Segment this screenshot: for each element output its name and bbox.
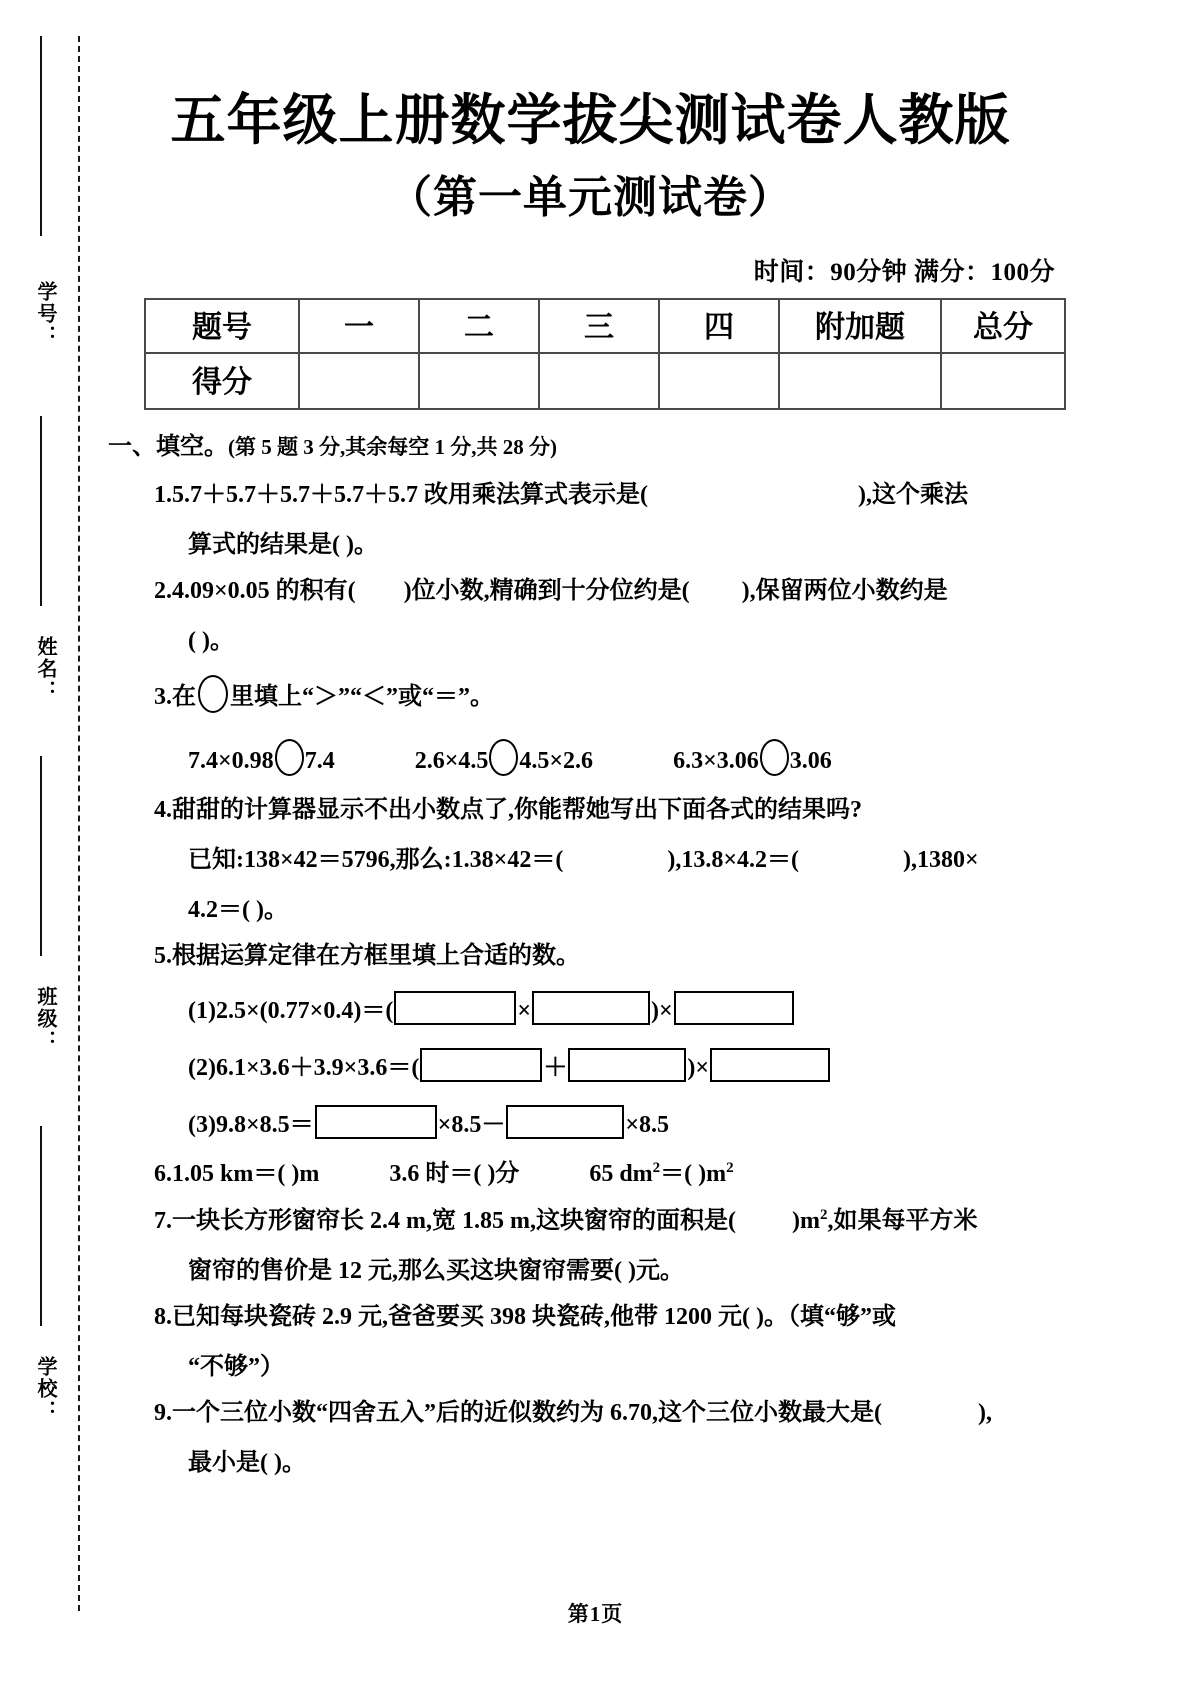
question-7-text-a: 7.一块长方形窗帘长 2.4 m,宽 1.85 m,这块窗帘的面积是( (154, 1208, 736, 1235)
question-1-line-1 (154, 483, 1073, 507)
score-table-header-row (145, 299, 1065, 353)
score-table-value-row (145, 353, 1065, 409)
score-cell-1[interactable] (299, 353, 419, 409)
question-6-part-2: 3.6 时＝( )分 (389, 1161, 520, 1188)
question-9-line-2: 最小是( )。 (188, 1450, 306, 1477)
question-5-item-1-post: )× (651, 998, 673, 1025)
comparison-1-right: 7.4 (304, 748, 335, 775)
rail-rule-1 (40, 36, 42, 236)
question-6-line-1 (154, 1161, 1073, 1186)
score-col-1: 一 (299, 299, 419, 353)
comparison-item-3 (673, 739, 832, 776)
question-5-item-1-mid: × (517, 998, 531, 1025)
score-col-extra: 附加题 (779, 299, 941, 353)
answer-box-5-2-c[interactable] (710, 1048, 830, 1082)
question-1-text-b: ),这个乘法 (858, 482, 968, 509)
score-table (144, 298, 1066, 410)
score-table-row-label-2: 得分 (145, 353, 299, 409)
question-8 (154, 1305, 1073, 1379)
question-9 (154, 1401, 1073, 1475)
section-1-heading (108, 426, 1073, 461)
score-col-3: 三 (539, 299, 659, 353)
question-2-text-c: ),保留两位小数约是 (741, 578, 948, 605)
question-7-text-b: )m (791, 1208, 820, 1235)
circle-blank-icon[interactable] (198, 675, 228, 713)
question-3 (154, 675, 1073, 713)
comparison-3-circle-icon[interactable] (760, 739, 789, 776)
comparison-2-left: 2.6×4.5 (414, 748, 489, 775)
rail-rule-4 (40, 1126, 42, 1326)
comparison-2-circle-icon[interactable] (489, 739, 518, 776)
question-6-part-3-b: ＝( )m (660, 1161, 727, 1188)
question-5-item-2 (188, 1047, 1073, 1082)
question-3-suffix: 里填上“＞”“＜”或“＝”。 (230, 684, 494, 711)
score-table-row-label-1: 题号 (145, 299, 299, 353)
question-5-line-1: 5.根据运算定律在方框里填上合适的数。 (154, 943, 580, 970)
exam-content (108, 60, 1073, 1475)
question-2-text-a: 2.4.09×0.05 的积有( (154, 578, 356, 605)
section-1-heading-note: (第 5 题 3 分,其余每空 1 分,共 28 分) (228, 435, 557, 460)
question-5-item-3-pre: (3)9.8×8.5＝ (188, 1112, 314, 1139)
comparison-item-1 (188, 739, 335, 776)
dashed-cut-line (78, 36, 80, 1611)
question-5-item-3-post: ×8.5 (625, 1112, 670, 1139)
question-6-sup-2: 2 (726, 1160, 734, 1177)
answer-box-5-3-a[interactable] (315, 1105, 437, 1139)
question-4-line-3: 4.2＝( )。 (188, 897, 288, 924)
question-9-text-b: ), (978, 1400, 992, 1427)
question-7-line-1 (154, 1208, 1073, 1233)
question-9-text-a: 9.一个三位小数“四舍五入”后的近似数约为 6.70,这个三位小数最大是( (154, 1400, 882, 1427)
left-margin-rail (18, 36, 74, 1611)
question-7-sup: 2 (819, 1207, 828, 1224)
comparison-2-right: 4.5×2.6 (519, 748, 594, 775)
question-2 (154, 579, 1073, 653)
score-cell-3[interactable] (539, 353, 659, 409)
answer-box-5-1-c[interactable] (674, 991, 794, 1025)
question-5-item-1 (188, 990, 1073, 1025)
question-5-item-2-pre: (2)6.1×3.6＋3.9×3.6＝( (188, 1055, 420, 1082)
question-4-line-1: 4.甜甜的计算器显示不出小数点了,你能帮她写出下面各式的结果吗? (154, 797, 862, 824)
question-1-text-a: 1.5.7＋5.7＋5.7＋5.7＋5.7 改用乘法算式表示是( (154, 482, 648, 509)
field-label-school: 学校： (34, 1356, 56, 1422)
score-col-total: 总分 (941, 299, 1065, 353)
question-8-line-1: 8.已知每块瓷砖 2.9 元,爸爸要买 398 块瓷砖,他带 1200 元( )。（填“够”或 (154, 1304, 896, 1331)
question-2-text-b: )位小数,精确到十分位约是( (403, 578, 690, 605)
score-col-4: 四 (659, 299, 779, 353)
section-1-heading-prefix: 一、填空。 (108, 434, 228, 461)
question-3-comparisons (188, 739, 1073, 776)
question-6-part-3-a: 65 dm (589, 1161, 653, 1188)
question-2-line-2: ( )。 (188, 628, 234, 655)
page-footer: 第1页 (567, 1602, 624, 1626)
answer-box-5-3-b[interactable] (506, 1105, 624, 1139)
field-label-student-id: 学号： (34, 281, 56, 347)
question-4-text-c: ),1380× (903, 847, 979, 874)
exam-meta: 时间：90分钟 满分：100分 (753, 259, 1055, 287)
question-1 (154, 483, 1073, 557)
question-5-item-3 (188, 1104, 1073, 1139)
answer-box-5-2-b[interactable] (568, 1048, 686, 1082)
comparison-3-right: 3.06 (789, 748, 832, 775)
question-6-part-1: 6.1.05 km＝( )m (154, 1161, 320, 1188)
question-5-item-2-mid: ＋ (543, 1055, 568, 1082)
question-7 (154, 1208, 1073, 1283)
question-6-part-3 (589, 1161, 733, 1187)
field-label-name: 姓名： (34, 636, 56, 702)
question-5 (154, 944, 1073, 968)
question-3-prefix: 3.在 (154, 684, 196, 711)
comparison-3-left: 6.3×3.06 (673, 748, 759, 775)
question-5-item-1-pre: (1)2.5×(0.77×0.4)＝( (188, 998, 394, 1025)
score-col-2: 二 (419, 299, 539, 353)
question-7-text-c: ,如果每平方米 (827, 1208, 978, 1235)
question-4-text-a: 已知:138×42＝5796,那么:1.38×42＝( (188, 847, 564, 874)
question-4 (154, 798, 1073, 922)
page-title: 五年级上册数学拔尖测试卷人教版 (170, 88, 1011, 152)
question-8-line-2: “不够”） (188, 1354, 284, 1381)
comparison-1-left: 7.4×0.98 (188, 748, 274, 775)
question-7-line-2: 窗帘的售价是 12 元,那么买这块窗帘需要( )元。 (188, 1258, 684, 1285)
question-1-line-2: 算式的结果是( )。 (188, 532, 378, 559)
comparison-1-circle-icon[interactable] (275, 739, 304, 776)
answer-box-5-2-a[interactable] (420, 1048, 542, 1082)
comparison-item-2 (415, 739, 593, 776)
page-subtitle: （第一单元测试卷） (388, 171, 793, 223)
score-cell-extra[interactable] (779, 353, 941, 409)
question-5-item-2-post: )× (687, 1055, 709, 1082)
question-5-item-3-mid: ×8.5－ (437, 1112, 506, 1139)
score-cell-2[interactable] (419, 353, 539, 409)
answer-box-5-1-b[interactable] (532, 991, 650, 1025)
rail-rule-2 (40, 416, 42, 606)
question-3-line-1 (154, 675, 1073, 713)
score-cell-total[interactable] (941, 353, 1065, 409)
question-4-text-b: ),13.8×4.2＝( (667, 847, 799, 874)
field-label-class: 班级： (34, 986, 56, 1052)
score-cell-4[interactable] (659, 353, 779, 409)
question-4-line-2 (154, 848, 1073, 872)
answer-box-5-1-a[interactable] (394, 991, 516, 1025)
question-9-line-1 (154, 1401, 1073, 1425)
question-6-sup-1: 2 (652, 1160, 661, 1177)
question-6 (154, 1161, 1073, 1186)
question-2-line-1 (154, 579, 1073, 603)
rail-rule-3 (40, 756, 42, 956)
